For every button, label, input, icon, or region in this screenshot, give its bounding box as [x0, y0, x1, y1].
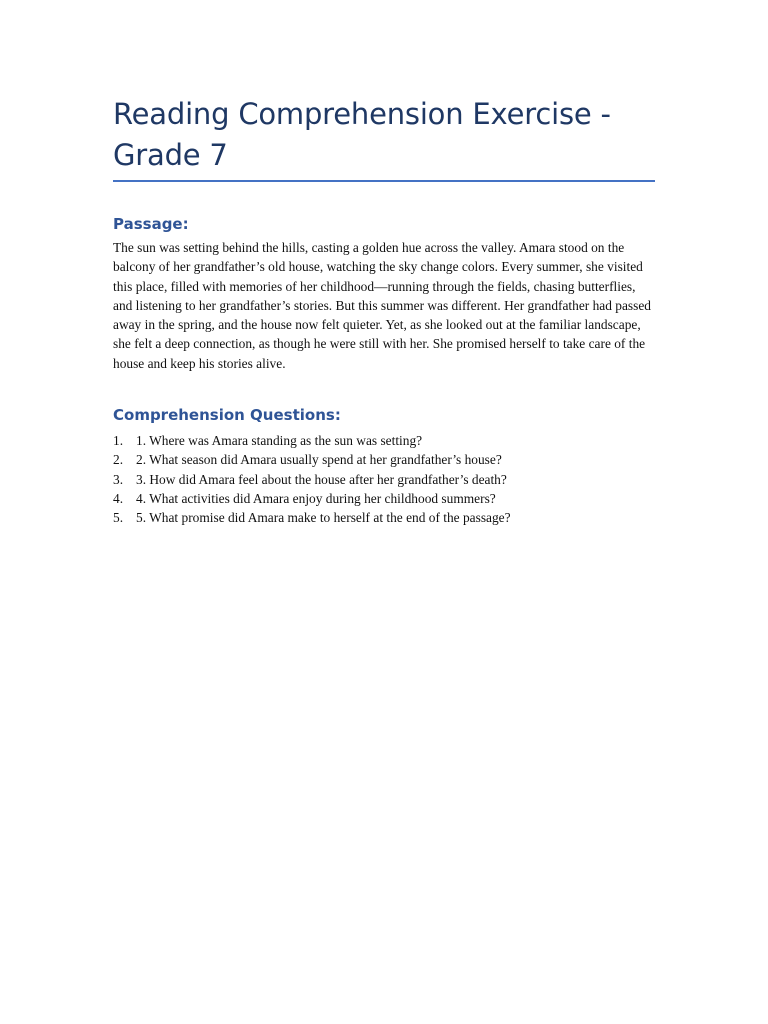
question-item — [113, 431, 655, 450]
passage-text: The sun was setting behind the hills, casting a golden hue across the valley. Amara stood on the balcony of her grandfather’s old house, watching the sky change colors. Every summer, she visited this place, filled with memories of her childhood—running through the fields, chasing butterflies, and listening to her grandfather’s stories. But this summer was different. Her grandfather had passed away in the spring, and the house now felt quieter. Yet, as she looked out at the familiar landscape, she felt a deep connection, as though he were still with her. She promised herself to take care of the house and keep his stories alive. — [113, 240, 651, 371]
question-list — [113, 431, 655, 527]
question-text: 3. How did Amara feel about the house after her grandfather’s death? — [136, 471, 507, 487]
question-number: 1. — [113, 433, 124, 449]
question-item — [113, 489, 655, 508]
question-item — [113, 470, 655, 489]
question-number: 2. — [113, 452, 124, 468]
question-item — [113, 450, 655, 469]
question-text: 4. What activities did Amara enjoy during her childhood summers? — [136, 490, 496, 506]
question-item — [113, 508, 655, 527]
question-text: 5. What promise did Amara make to herself at the end of the passage? — [136, 510, 511, 526]
question-number: 4. — [113, 490, 124, 506]
questions-heading: Comprehension Questions: — [113, 406, 341, 425]
question-number: 3. — [113, 471, 124, 487]
document-title: Reading Comprehension Exercise - Grade 7 — [113, 97, 611, 172]
title-divider — [113, 180, 655, 182]
document-page — [113, 94, 655, 528]
question-text: 1. Where was Amara standing as the sun was setting? — [136, 433, 423, 449]
question-text: 2. What season did Amara usually spend at her grandfather’s house? — [136, 452, 502, 468]
passage-heading: Passage: — [113, 215, 189, 233]
question-number: 5. — [113, 510, 124, 526]
